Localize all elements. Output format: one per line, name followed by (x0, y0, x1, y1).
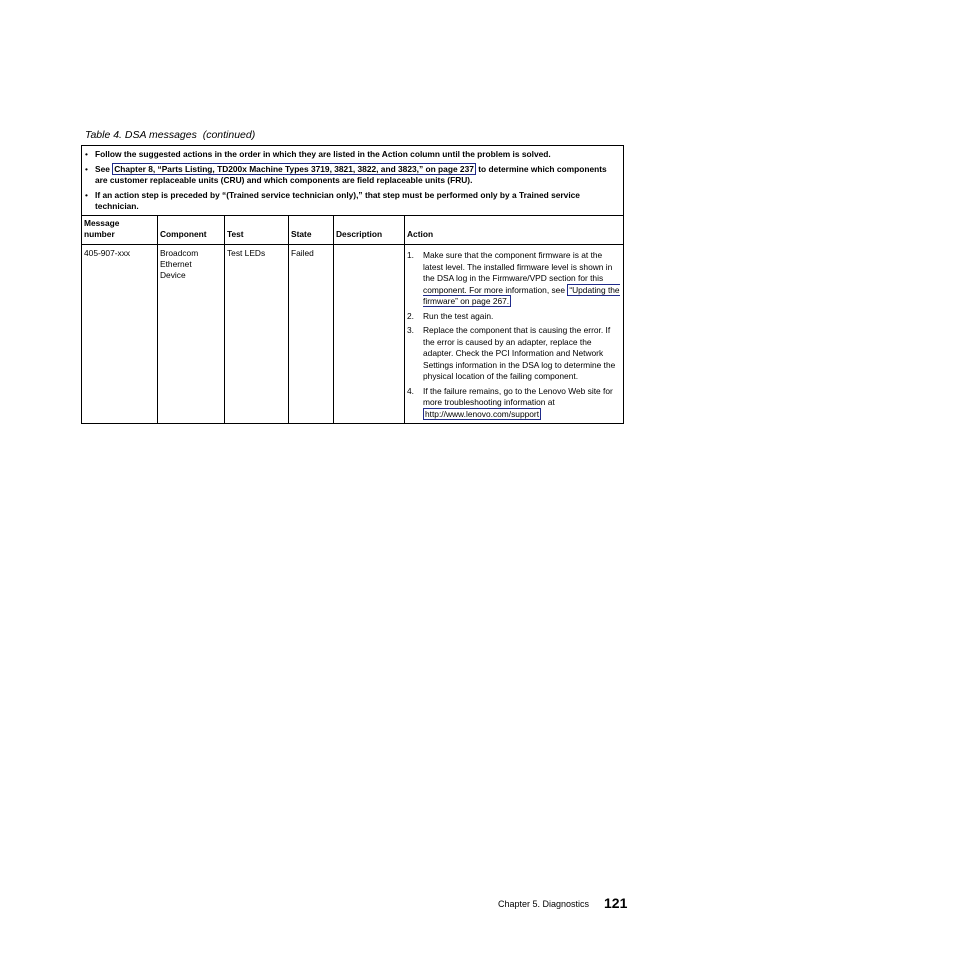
step-number: 2. (407, 310, 414, 321)
lenovo-support-link[interactable]: http://www.lenovo.com/support (425, 408, 540, 419)
step-text: Replace the component that is causing the error. If the error is caused by an adapter, replace the adapter. Check the PCI Information and Network Settings information in the DSA log to determine the physical location of the failing component. (423, 325, 616, 381)
header-description: Description (334, 216, 405, 245)
action-list (407, 250, 620, 420)
note-text: Follow the suggested actions in the order in which they are listed in the Action column until the problem is solved. (95, 149, 551, 159)
note-item (84, 190, 619, 212)
step-text: Make sure that the component firmware is at the latest level. The installed firmware level is shown in the DSA log in the Firmware/VPD section for this component. For more information, see (423, 250, 613, 295)
header-component: Component (158, 216, 225, 245)
notes-row (82, 146, 624, 216)
note-text: to determine which components are customer replaceable units (CRU) and which components are field replaceable units (FRU). (95, 164, 607, 185)
note-text: See (95, 164, 113, 174)
parts-listing-link[interactable]: Chapter 8, “Parts Listing, TD200x Machine Types 3719, 3821, 3822, and 3823,” on page 237 (114, 164, 474, 174)
note-item (84, 164, 619, 186)
action-step (407, 311, 620, 323)
header-test: Test (225, 216, 289, 245)
step-text: If the failure remains, go to the Lenovo Web site for more troubleshooting information at (423, 385, 613, 407)
header-message-number (82, 216, 158, 245)
header-state: State (289, 216, 334, 245)
header-message-line1: Message (84, 218, 120, 228)
step-number: 3. (407, 325, 414, 335)
cell-action (405, 245, 624, 424)
bullet-icon: • (85, 190, 88, 200)
cell-test: Test LEDs (225, 245, 289, 424)
action-step (407, 386, 620, 421)
step-text: Run the test again. (423, 310, 494, 321)
notes-list (84, 149, 619, 212)
dsa-messages-table (81, 145, 624, 424)
cell-state: Failed (289, 245, 334, 424)
step-number: 1. (407, 250, 414, 260)
table-caption: Table 4. DSA messages (continued) (85, 129, 256, 141)
cell-message-number: 405-907-xxx (82, 245, 158, 424)
bullet-icon: • (85, 149, 88, 159)
note-text: If an action step is preceded by “(Trained service technician only),” that step must be performed only by a Trained service technician. (95, 190, 580, 211)
step-number: 4. (407, 385, 414, 396)
page-number: 121 (604, 895, 628, 911)
bullet-icon: • (85, 164, 88, 174)
cell-component: Broadcom Ethernet Device (158, 245, 225, 424)
header-action: Action (405, 216, 624, 245)
action-step (407, 250, 620, 308)
cell-description (334, 245, 405, 424)
header-message-line2: number (84, 229, 115, 239)
action-step (407, 325, 620, 383)
table-row (82, 245, 624, 424)
note-item (84, 149, 619, 160)
header-row (82, 216, 624, 245)
notes-cell (82, 146, 624, 216)
page-footer (498, 895, 628, 911)
updating-firmware-link[interactable]: “Updating the firmware” on page 267. (423, 284, 620, 306)
footer-chapter: Chapter 5. Diagnostics (498, 899, 590, 909)
